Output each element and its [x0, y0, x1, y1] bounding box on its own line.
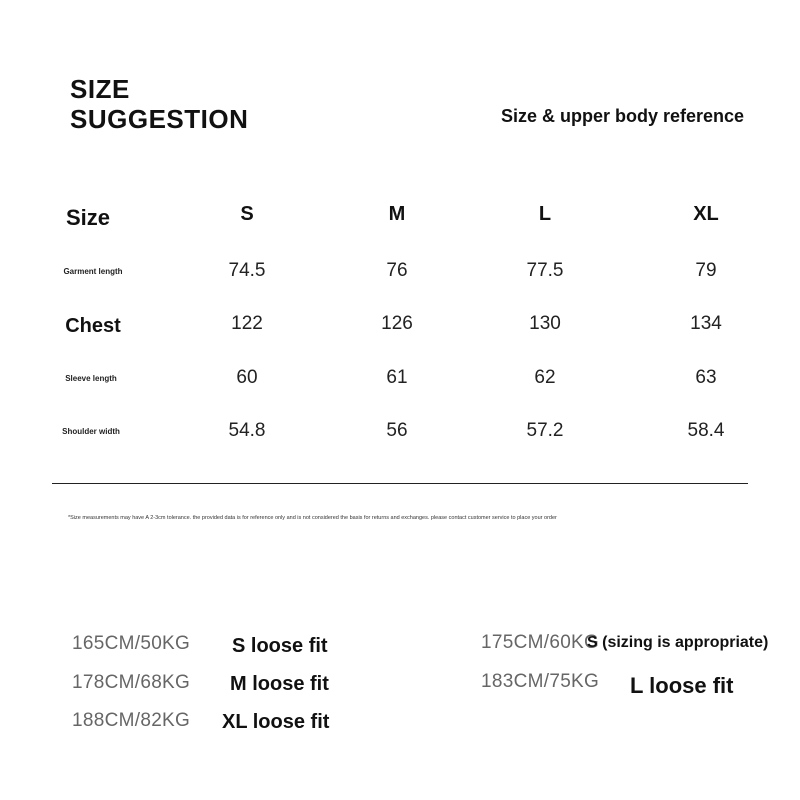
fit-suggestion: L loose fit: [630, 673, 734, 698]
table-cell: 134: [690, 313, 722, 334]
table-cell: 61: [386, 367, 408, 388]
page-subtitle: Size & upper body reference: [501, 106, 745, 126]
table-cell: 76: [386, 260, 408, 281]
fit-suggestion: XL loose fit: [222, 711, 330, 733]
table-cell: 57.2: [526, 420, 564, 441]
column-header-xl: XL: [693, 203, 719, 225]
table-cell: 130: [529, 313, 561, 334]
table-cell: 56: [386, 420, 408, 441]
column-header-m: M: [388, 203, 406, 225]
tolerance-note: *Size measurements may have A 2-3cm tolerance. the provided data is for reference only and is not considered the basis for returns and exchanges. please contact customer service to place your order: [68, 515, 557, 521]
table-cell: 63: [695, 367, 717, 388]
table-cell: 77.5: [526, 260, 564, 281]
height-weight: 188CM/82KG: [72, 710, 191, 731]
table-cell: 58.4: [687, 420, 725, 441]
height-weight: 183CM/75KG: [481, 671, 600, 692]
table-cell: 79: [695, 260, 717, 281]
fit-suggestion: M loose fit: [230, 673, 329, 695]
height-weight: 175CM/60KG: [481, 632, 600, 653]
height-weight: 178CM/68KG: [72, 672, 191, 693]
table-cell: 74.5: [228, 260, 266, 281]
title-line-2: SUGGESTION: [70, 104, 249, 134]
table-cell: 126: [381, 313, 413, 334]
row-label-garment-length: Garment length: [63, 267, 123, 276]
size-column-label: Size: [66, 205, 111, 230]
column-header-l: L: [538, 203, 552, 225]
fit-suggestion: S loose fit: [232, 635, 328, 657]
height-weight: 165CM/50KG: [72, 633, 191, 654]
column-header-s: S: [240, 203, 254, 225]
divider: [52, 483, 748, 484]
row-label-sleeve-length: Sleeve length: [65, 374, 117, 383]
table-cell: 122: [231, 313, 263, 334]
table-cell: 62: [534, 367, 556, 388]
row-label-chest: Chest: [65, 315, 121, 337]
row-label-shoulder-width: Shoulder width: [62, 427, 120, 436]
page-title: [70, 74, 248, 134]
table-cell: 54.8: [228, 420, 266, 441]
fit-suggestion: S (sizing is appropriate): [587, 634, 769, 651]
title-line-1: SIZE: [70, 74, 130, 104]
table-cell: 60: [236, 367, 258, 388]
